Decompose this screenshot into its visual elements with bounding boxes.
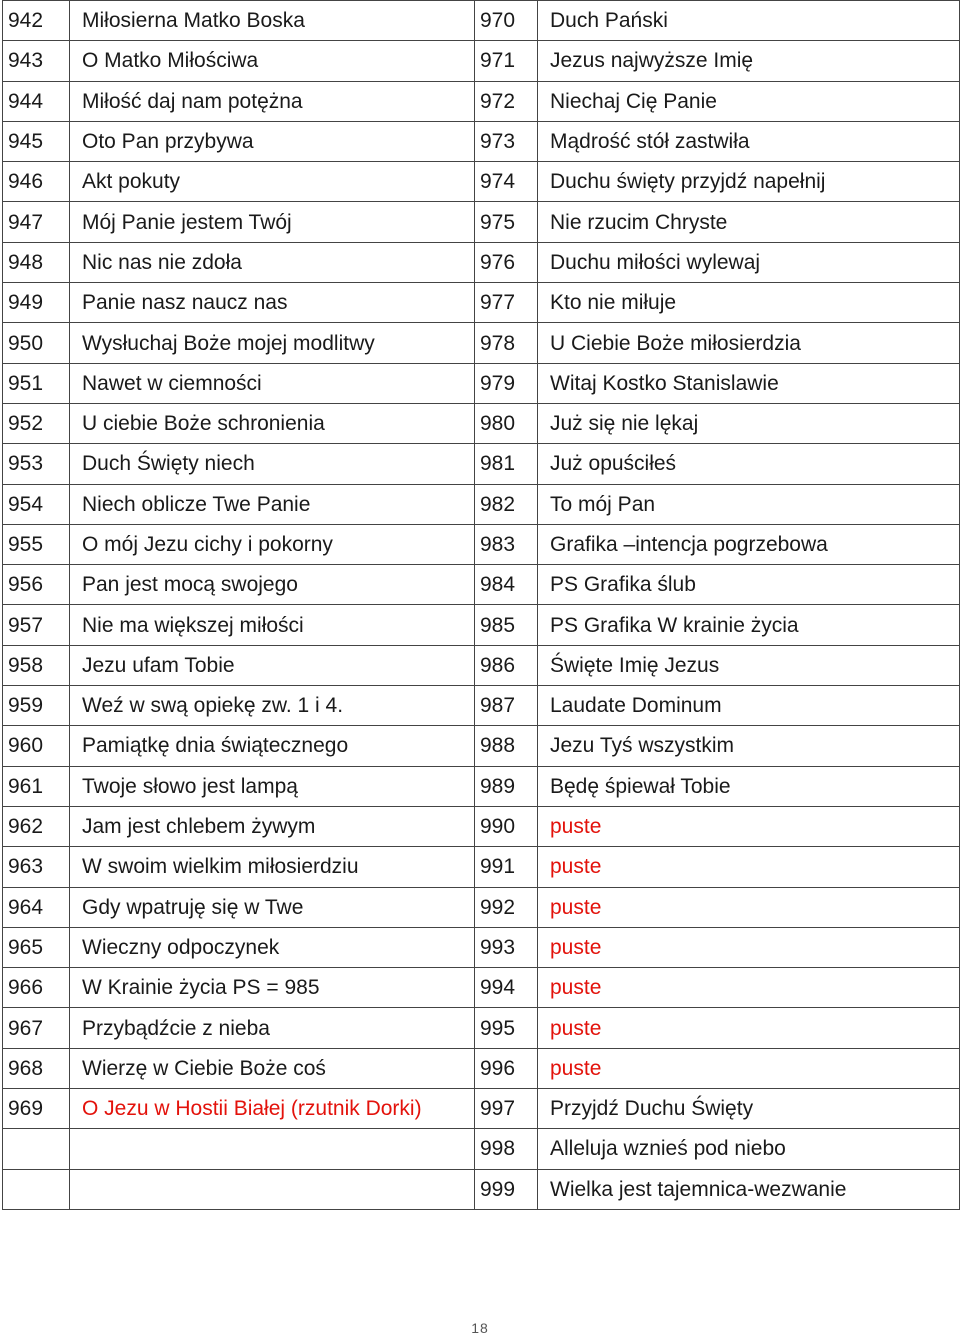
song-title: Święte Imię Jezus <box>538 645 960 685</box>
song-number: 979 <box>475 363 538 403</box>
page-number: 18 <box>471 1320 489 1336</box>
table-row <box>3 524 960 564</box>
song-number: 961 <box>3 766 70 806</box>
song-number: 987 <box>475 686 538 726</box>
table-row <box>3 1129 960 1169</box>
song-number: 980 <box>475 403 538 443</box>
song-index-table <box>2 0 960 1210</box>
song-number: 993 <box>475 927 538 967</box>
song-title: Jam jest chlebem żywym <box>70 806 475 846</box>
song-title: Będę śpiewał Tobie <box>538 766 960 806</box>
table-row <box>3 847 960 887</box>
song-title: Przyjdź Duchu Święty <box>538 1089 960 1129</box>
song-number: 943 <box>3 41 70 81</box>
song-title: Pamiątkę dnia świątecznego <box>70 726 475 766</box>
song-number: 986 <box>475 645 538 685</box>
song-title: Miłość daj nam potężna <box>70 81 475 121</box>
song-title: O Jezu w Hostii Białej (rzutnik Dorki) <box>70 1089 475 1129</box>
table-row <box>3 323 960 363</box>
song-title: puste <box>538 1008 960 1048</box>
song-number: 959 <box>3 686 70 726</box>
song-number: 942 <box>3 1 70 41</box>
song-title: Niechaj Cię Panie <box>538 81 960 121</box>
song-title: Kto nie miłuje <box>538 283 960 323</box>
song-number: 953 <box>3 444 70 484</box>
song-number: 969 <box>3 1089 70 1129</box>
song-title: Niech oblicze Twe Panie <box>70 484 475 524</box>
song-number: 965 <box>3 927 70 967</box>
song-title: Już się nie lękaj <box>538 403 960 443</box>
song-number: 976 <box>475 242 538 282</box>
song-title: O mój Jezu cichy i pokorny <box>70 524 475 564</box>
song-title: Jezus najwyższe Imię <box>538 41 960 81</box>
song-number: 992 <box>475 887 538 927</box>
song-number: 962 <box>3 806 70 846</box>
table-row <box>3 121 960 161</box>
song-number: 967 <box>3 1008 70 1048</box>
song-number: 957 <box>3 605 70 645</box>
song-title: Nie ma większej miłości <box>70 605 475 645</box>
table-row <box>3 1 960 41</box>
song-number: 968 <box>3 1048 70 1088</box>
song-title: O Matko Miłościwa <box>70 41 475 81</box>
song-number: 952 <box>3 403 70 443</box>
song-title: Jezu ufam Tobie <box>70 645 475 685</box>
song-number: 946 <box>3 162 70 202</box>
song-number: 984 <box>475 565 538 605</box>
song-number: 966 <box>3 968 70 1008</box>
song-title: Duch Święty niech <box>70 444 475 484</box>
song-number <box>3 1129 70 1169</box>
song-title: Alleluja wznieś pod niebo <box>538 1129 960 1169</box>
song-title: Nawet w ciemności <box>70 363 475 403</box>
table-row <box>3 1169 960 1209</box>
song-title: Mądrość stół zastwiła <box>538 121 960 161</box>
song-title: puste <box>538 1048 960 1088</box>
song-title: Gdy wpatruję się w Twe <box>70 887 475 927</box>
song-title: Przybądźcie z nieba <box>70 1008 475 1048</box>
song-number: 977 <box>475 283 538 323</box>
song-number: 974 <box>475 162 538 202</box>
song-title: Miłosierna Matko Boska <box>70 1 475 41</box>
song-title: Akt pokuty <box>70 162 475 202</box>
song-number: 990 <box>475 806 538 846</box>
song-number: 996 <box>475 1048 538 1088</box>
song-title: W swoim wielkim miłosierdziu <box>70 847 475 887</box>
table-row <box>3 202 960 242</box>
song-title <box>70 1169 475 1209</box>
song-number: 948 <box>3 242 70 282</box>
song-number: 997 <box>475 1089 538 1129</box>
song-title: puste <box>538 806 960 846</box>
song-number: 964 <box>3 887 70 927</box>
song-number: 958 <box>3 645 70 685</box>
song-title: PS Grafika W krainie życia <box>538 605 960 645</box>
song-title: Duchu święty przyjdź napełnij <box>538 162 960 202</box>
song-title: puste <box>538 968 960 1008</box>
table-row <box>3 444 960 484</box>
song-number: 973 <box>475 121 538 161</box>
table-row <box>3 887 960 927</box>
table-row <box>3 686 960 726</box>
song-number: 995 <box>475 1008 538 1048</box>
song-title: Mój Panie jestem Twój <box>70 202 475 242</box>
table-row <box>3 766 960 806</box>
song-number: 950 <box>3 323 70 363</box>
table-row <box>3 1008 960 1048</box>
song-title: W Krainie życia PS = 985 <box>70 968 475 1008</box>
song-title: Grafika –intencja pogrzebowa <box>538 524 960 564</box>
table-row <box>3 806 960 846</box>
song-number: 945 <box>3 121 70 161</box>
song-title: puste <box>538 887 960 927</box>
table-row <box>3 645 960 685</box>
song-title: Weź w swą opiekę zw. 1 i 4. <box>70 686 475 726</box>
song-title <box>70 1129 475 1169</box>
song-number: 994 <box>475 968 538 1008</box>
song-title: Nic nas nie zdoła <box>70 242 475 282</box>
song-title: Laudate Dominum <box>538 686 960 726</box>
song-number: 951 <box>3 363 70 403</box>
table-row <box>3 565 960 605</box>
table-row <box>3 242 960 282</box>
song-title: Już opuściłeś <box>538 444 960 484</box>
table-row <box>3 968 960 1008</box>
song-number: 998 <box>475 1129 538 1169</box>
song-number: 978 <box>475 323 538 363</box>
table-row <box>3 927 960 967</box>
table-row <box>3 363 960 403</box>
table-row <box>3 283 960 323</box>
table-row <box>3 81 960 121</box>
table-row <box>3 1048 960 1088</box>
song-title: Twoje słowo jest lampą <box>70 766 475 806</box>
song-number: 988 <box>475 726 538 766</box>
song-number <box>3 1169 70 1209</box>
song-title: Jezu Tyś wszystkim <box>538 726 960 766</box>
song-title: U Ciebie Boże miłosierdzia <box>538 323 960 363</box>
song-number: 989 <box>475 766 538 806</box>
song-title: Nie rzucim Chryste <box>538 202 960 242</box>
song-title: Wieczny odpoczynek <box>70 927 475 967</box>
song-title: puste <box>538 927 960 967</box>
song-index-body <box>3 1 960 1210</box>
song-number: 985 <box>475 605 538 645</box>
table-row <box>3 484 960 524</box>
song-number: 949 <box>3 283 70 323</box>
song-number: 947 <box>3 202 70 242</box>
song-title: U ciebie Boże schronienia <box>70 403 475 443</box>
table-row <box>3 403 960 443</box>
song-number: 944 <box>3 81 70 121</box>
table-row <box>3 41 960 81</box>
song-number: 971 <box>475 41 538 81</box>
table-row <box>3 162 960 202</box>
song-title: Wysłuchaj Boże mojej modlitwy <box>70 323 475 363</box>
song-number: 972 <box>475 81 538 121</box>
song-title: PS Grafika ślub <box>538 565 960 605</box>
table-row <box>3 605 960 645</box>
song-number: 983 <box>475 524 538 564</box>
song-title: Duch Pański <box>538 1 960 41</box>
song-title: Duchu miłości wylewaj <box>538 242 960 282</box>
song-title: Oto Pan przybywa <box>70 121 475 161</box>
song-number: 963 <box>3 847 70 887</box>
song-number: 981 <box>475 444 538 484</box>
song-number: 955 <box>3 524 70 564</box>
song-number: 960 <box>3 726 70 766</box>
song-title: Panie nasz naucz nas <box>70 283 475 323</box>
song-title: Witaj Kostko Stanislawie <box>538 363 960 403</box>
song-title: puste <box>538 847 960 887</box>
song-number: 956 <box>3 565 70 605</box>
song-number: 982 <box>475 484 538 524</box>
song-number: 991 <box>475 847 538 887</box>
song-title: Wierzę w Ciebie Boże coś <box>70 1048 475 1088</box>
song-title: To mój Pan <box>538 484 960 524</box>
song-title: Wielka jest tajemnica-wezwanie <box>538 1169 960 1209</box>
song-title: Pan jest mocą swojego <box>70 565 475 605</box>
song-number: 999 <box>475 1169 538 1209</box>
song-number: 975 <box>475 202 538 242</box>
table-row <box>3 726 960 766</box>
table-row <box>3 1089 960 1129</box>
song-number: 970 <box>475 1 538 41</box>
song-number: 954 <box>3 484 70 524</box>
